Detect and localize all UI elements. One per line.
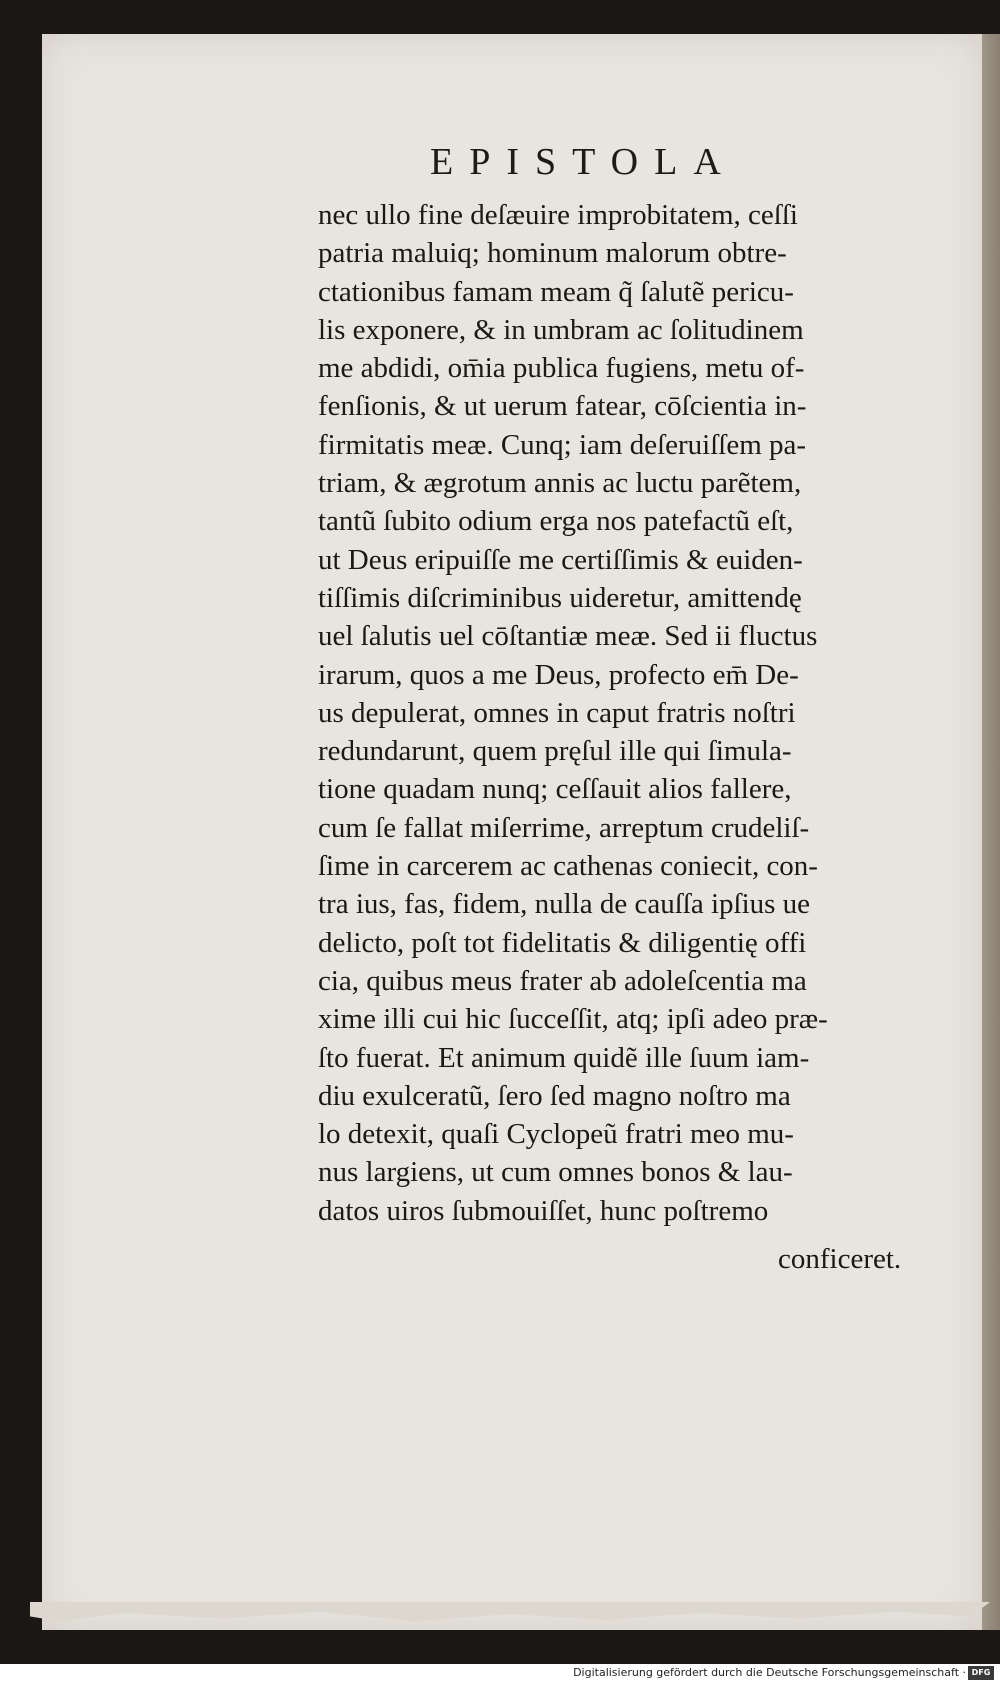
- dfg-logo: DFG: [968, 1666, 994, 1680]
- text-line: lis exponere, & in umbram ac ſolitudinem: [318, 313, 804, 346]
- text-line: xime illi cui hic ſucceſſit, atq; ipſi adeo præ-: [318, 1003, 828, 1036]
- text-line: ctationibus famam meam q̃ ſalutẽ pericu-: [318, 275, 794, 308]
- text-line: firmitatis meæ. Cunq; iam deſeruiſſem pa-: [318, 428, 807, 461]
- text-line: delicto, poſt tot fidelitatis & diligentię offi: [318, 926, 807, 959]
- running-head: EPISTOLA: [430, 141, 737, 183]
- text-line: nus largiens, ut cum omnes bonos & lau-: [318, 1156, 793, 1189]
- text-line: ſto fuerat. Et animum quidẽ ille ſuum iam-: [318, 1041, 810, 1074]
- body-text: [318, 196, 958, 1230]
- text-line: ſime in carcerem ac cathenas coniecit, con-: [318, 850, 818, 883]
- text-line: redundarunt, quem pręſul ille qui ſimula-: [318, 735, 792, 768]
- text-line: tra ius, fas, fidem, nulla de cauſſa ipſius ue: [318, 888, 811, 921]
- footer-credit: Digitalisierung gefördert durch die Deutsche Forschungsgemeinschaft ·: [573, 1666, 966, 1679]
- text-line: us depulerat, omnes in caput fratris noſtri: [318, 696, 796, 729]
- text-line: me abdidi, om̄ia publica fugiens, metu of-: [318, 352, 805, 385]
- text-line: diu exulceratũ, ſero ſed magno noſtro ma: [318, 1079, 791, 1112]
- text-line: lo detexit, quaſi Cyclopeũ fratri meo mu-: [318, 1118, 794, 1151]
- text-line: cum ſe fallat miſerrime, arreptum crudeliſ-: [318, 811, 810, 844]
- text-line: ut Deus eripuiſſe me certiſſimis & euiden-: [318, 543, 803, 576]
- text-line: tione quadam nunq; ceſſauit alios fallere,: [318, 773, 792, 806]
- text-line: uel ſalutis uel cōſtantiæ meæ. Sed ii fluctus: [318, 620, 818, 653]
- catchword: conficeret.: [778, 1243, 902, 1275]
- text-line: datos uiros ſubmouiſſet, hunc poſtremo: [318, 1194, 769, 1227]
- text-line: nec ullo fine deſæuire improbitatem, ceſſi: [318, 199, 798, 231]
- text-line: patria maluiq; hominum malorum obtre-: [318, 237, 787, 270]
- text-line: cia, quibus meus frater ab adoleſcentia ma: [318, 964, 807, 997]
- text-line: tiſſimis diſcriminibus uideretur, amittendę: [318, 581, 802, 614]
- text-line: tantũ ſubito odium erga nos patefactũ eſt,: [318, 505, 794, 538]
- text-line: irarum, quos a me Deus, profecto em̄ De-: [318, 658, 799, 691]
- text-line: fenſionis, & ut uerum fatear, cōſcientia in-: [318, 390, 807, 423]
- text-line: triam, & ægrotum annis ac luctu parẽtem,: [318, 467, 802, 500]
